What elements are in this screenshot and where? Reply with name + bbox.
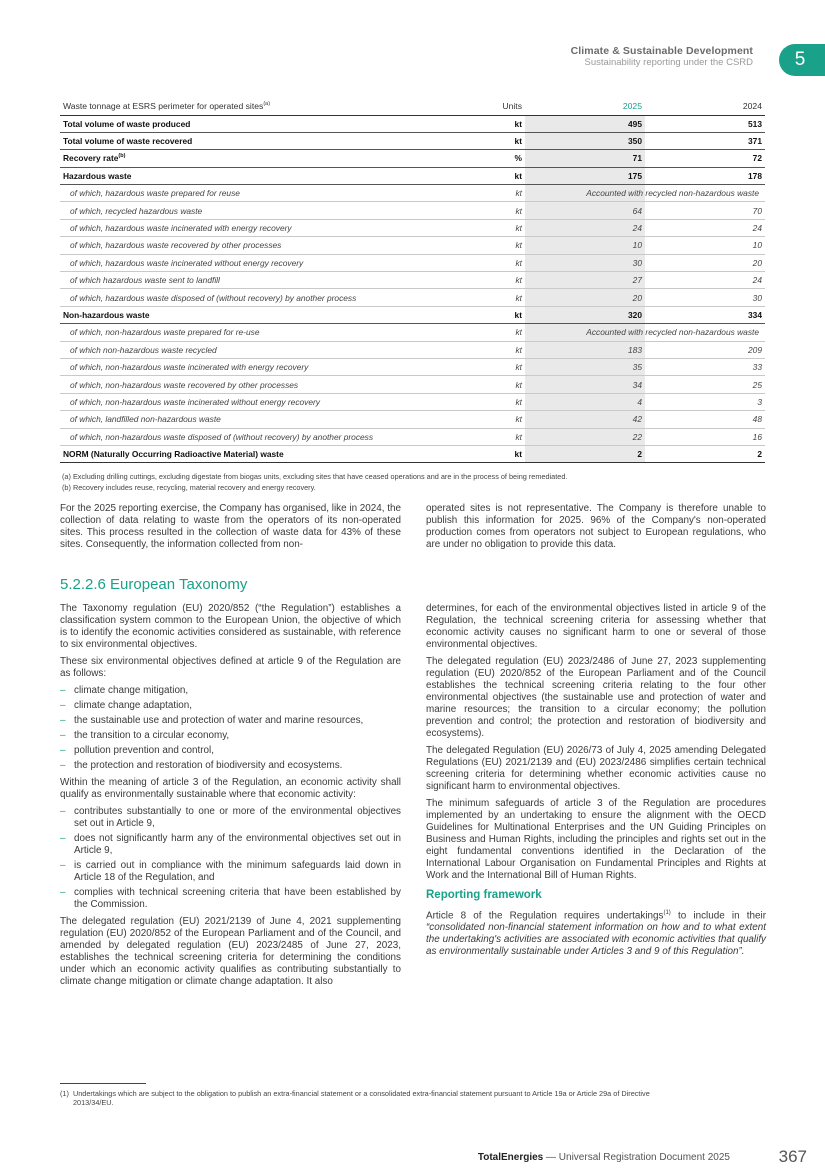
table-row (60, 393, 765, 410)
section-title: 5.2.2.6 European Taxonomy (60, 576, 248, 593)
row-label: NORM (Naturally Occurring Radioactive Material) waste (60, 445, 465, 462)
criteria-item: – does not significantly harm any of the environmental objectives set out in Article 9, (60, 833, 401, 857)
row-label: of which, hazardous waste prepared for reuse (60, 185, 465, 202)
page-number: 367 (778, 1147, 807, 1166)
row-units: kt (465, 219, 525, 236)
row-value-2024: 25 (645, 376, 765, 393)
row-units: % (465, 150, 525, 167)
row-units: kt (465, 237, 525, 254)
footnote-divider (60, 1083, 146, 1084)
row-value-2024: 371 (645, 132, 765, 149)
table-row (60, 150, 765, 167)
row-value-2024: 30 (645, 289, 765, 306)
row-value-2024: 513 (645, 115, 765, 132)
row-value-2024: 48 (645, 411, 765, 428)
row-label: of which, non-hazardous waste prepared for re-use (60, 324, 465, 341)
row-units: kt (465, 393, 525, 410)
row-value-2025: 71 (525, 150, 645, 167)
row-label: of which, hazardous waste incinerated without energy recovery (60, 254, 465, 271)
row-value-2024: 3 (645, 393, 765, 410)
row-value-2025: 20 (525, 289, 645, 306)
row-value-2025: 30 (525, 254, 645, 271)
row-value-2024: 70 (645, 202, 765, 219)
table-header-2025: 2025 (525, 97, 645, 115)
row-merged-value: Accounted with recycled non-hazardous waste (525, 185, 765, 202)
table-row (60, 237, 765, 254)
objective-item: – the transition to a circular economy, (60, 730, 401, 742)
row-units: kt (465, 428, 525, 445)
taxonomy-paragraph-1: The Taxonomy regulation (EU) 2020/852 (“the Regulation”) establishes a classification system common to the European Union, the objective of which is to identify the economic activities considered as sustainable, with reference to six environmental objectives. (60, 603, 401, 650)
row-value-2025: 10 (525, 237, 645, 254)
row-value-2024: 334 (645, 306, 765, 323)
row-label: of which non-hazardous waste recycled (60, 341, 465, 358)
row-value-2025: 27 (525, 272, 645, 289)
chapter-tab: 5 (779, 44, 825, 76)
row-label: of which, recycled hazardous waste (60, 202, 465, 219)
row-value-2024: 178 (645, 167, 765, 184)
objectives-list (60, 685, 401, 772)
taxonomy-paragraph-r2: The delegated regulation (EU) 2023/2486 of June 27, 2023 supplementing regulation (EU) 2020/852 of the European Parliament and of the Council establishes the technical screening criteria relating to the four other environmental objectives (the sustainable use and protection of water and marine resources; the transition to a circular economy; the pollution prevention and control; the protection and restoration of biodiversity and ecosystems). (426, 656, 766, 739)
taxonomy-paragraph-3: Within the meaning of article 3 of the Regulation, an economic activity shall qualify as environmentally sustainable where that economic activity: (60, 777, 401, 800)
row-label: Total volume of waste produced (60, 115, 465, 132)
objective-item: – climate change mitigation, (60, 685, 401, 697)
row-units: kt (465, 445, 525, 462)
row-value-2024: 16 (645, 428, 765, 445)
row-value-2024: 72 (645, 150, 765, 167)
table-row (60, 185, 765, 202)
reporting-framework-title: Reporting framework (426, 889, 542, 901)
row-value-2025: 24 (525, 219, 645, 236)
row-value-2025: 42 (525, 411, 645, 428)
row-value-2025: 35 (525, 358, 645, 375)
row-units: kt (465, 132, 525, 149)
row-value-2024: 24 (645, 272, 765, 289)
row-units: kt (465, 254, 525, 271)
row-label: of which hazardous waste sent to landfill (60, 272, 465, 289)
chapter-subtitle: Sustainability reporting under the CSRD (584, 57, 753, 68)
table-note-b: (b) Recovery includes reuse, recycling, material recovery and energy recovery. (62, 483, 316, 492)
waste-table-body (60, 115, 765, 463)
objective-item: – climate change adaptation, (60, 700, 401, 712)
chapter-title: Climate & Sustainable Development (570, 45, 753, 57)
table-row (60, 376, 765, 393)
row-value-2024: 20 (645, 254, 765, 271)
row-label: of which, hazardous waste recovered by other processes (60, 237, 465, 254)
row-units: kt (465, 202, 525, 219)
row-units: kt (465, 411, 525, 428)
table-row (60, 132, 765, 149)
criteria-list (60, 806, 401, 911)
table-header-2024: 2024 (645, 97, 765, 115)
row-units: kt (465, 376, 525, 393)
section-left-column (60, 603, 401, 993)
row-value-2024: 2 (645, 445, 765, 462)
footnote: (1) Undertakings which are subject to the obligation to publish an extra-financial statement or a consolidated extra-financial statement pursuant to Article 19a or Article 29a of Directive 2013/34/EU. (60, 1089, 650, 1107)
row-units: kt (465, 115, 525, 132)
objective-item: – the protection and restoration of biodiversity and ecosystems. (60, 760, 401, 772)
table-row (60, 254, 765, 271)
row-units: kt (465, 185, 525, 202)
row-value-2025: 495 (525, 115, 645, 132)
section-right-column (426, 603, 766, 963)
table-note-a: (a) Excluding drilling cuttings, excluding digestate from biogas units, excluding sites that have ceased operations and are in the process of being remediated. (62, 472, 568, 481)
taxonomy-paragraph-r5: Article 8 of the Regulation requires undertakings$^{(1)}$ to include in their “consolidated non-financial statement information on how and to what extent the undertaking's activities are associated with economic activities that qualify as environmentally sustainable under Articles 3 and 9 of this Regulation”. (426, 910, 766, 958)
table-row (60, 219, 765, 236)
row-label: of which, non-hazardous waste recovered by other processes (60, 376, 465, 393)
taxonomy-paragraph-r3: The delegated Regulation (EU) 2026/73 of July 4, 2025 amending Delegated Regulations (EU) 2021/2139 and (EU) 2023/2486 simplifies certain technical screening criteria for determining whether economic activities cause no significant harm to environmental objectives. (426, 745, 766, 792)
row-value-2025: 320 (525, 306, 645, 323)
row-value-2025: 183 (525, 341, 645, 358)
page-footer: TotalEnergies — Universal Registration Document 2025 (477, 1152, 730, 1163)
table-header-label: Waste tonnage at ESRS perimeter for operated sites$^{(a)}$ (60, 97, 465, 115)
criteria-item: – is carried out in compliance with the minimum safeguards laid down in Article 18 of the Regulation, and (60, 860, 401, 884)
row-value-2025: 4 (525, 393, 645, 410)
table-row (60, 411, 765, 428)
row-value-2025: 2 (525, 445, 645, 462)
row-units: kt (465, 306, 525, 323)
row-label: of which, non-hazardous waste incinerated without energy recovery (60, 393, 465, 410)
table-row (60, 358, 765, 375)
intro-left: For the 2025 reporting exercise, the Company has organised, like in 2024, the collection of data relating to waste from the operators of its non-operated sites. This process resulted in the collection of waste data for 43% of these sites. Consequently, the information collected from non- (60, 503, 401, 550)
row-units: kt (465, 289, 525, 306)
row-units: kt (465, 341, 525, 358)
taxonomy-paragraph-4: The delegated regulation (EU) 2021/2139 of June 4, 2021 supplementing regulation (EU) 2020/852 of the European Parliament and of the Council, and amended by delegated regulation (EU) 2023/2485 of June 27, 2023, establishes the technical screening criteria for determining the conditions under which an economic activity qualifies as contributing substantially to climate change mitigation or climate change adaptation. It also (60, 916, 401, 987)
row-value-2024: 33 (645, 358, 765, 375)
waste-table (60, 97, 765, 463)
objective-item: – pollution prevention and control, (60, 745, 401, 757)
row-label: of which, hazardous waste disposed of (without recovery) by another process (60, 289, 465, 306)
row-label: Hazardous waste (60, 167, 465, 184)
table-row (60, 324, 765, 341)
table-row (60, 341, 765, 358)
objective-item: – the sustainable use and protection of water and marine resources, (60, 715, 401, 727)
table-header-units: Units (465, 97, 525, 115)
row-value-2025: 34 (525, 376, 645, 393)
row-value-2025: 22 (525, 428, 645, 445)
row-value-2025: 64 (525, 202, 645, 219)
table-row (60, 306, 765, 323)
row-label: of which, non-hazardous waste disposed of (without recovery) by another process (60, 428, 465, 445)
row-units: kt (465, 272, 525, 289)
row-value-2024: 24 (645, 219, 765, 236)
table-row (60, 167, 765, 184)
taxonomy-paragraph-r4: The minimum safeguards of article 3 of the Regulation are procedures implemented by an undertaking to ensure the alignment with the OECD Guidelines for Multinational Enterprises and the UN Guiding Principles on Business and Human Rights, including the principles and rights set out in the eight fundamental conventions identified in the Declaration of the International Labour Organisation on Fundamental Principles and Rights at Work and the International Bill of Human Rights. (426, 798, 766, 881)
row-label: Recovery rate$^{(b)}$ (60, 150, 465, 167)
criteria-item: – complies with technical screening criteria that have been established by the Commission. (60, 887, 401, 911)
row-label: Non-hazardous waste (60, 306, 465, 323)
taxonomy-paragraph-r1: determines, for each of the environmental objectives listed in article 9 of the Regulation, the technical screening criteria for assessing whether that economic activity causes no significant harm to one or several of those environmental objectives. (426, 603, 766, 650)
table-row (60, 428, 765, 445)
row-units: kt (465, 167, 525, 184)
row-label: of which, landfilled non-hazardous waste (60, 411, 465, 428)
row-value-2024: 10 (645, 237, 765, 254)
row-units: kt (465, 324, 525, 341)
table-row (60, 289, 765, 306)
row-value-2025: 175 (525, 167, 645, 184)
table-header-row (60, 97, 765, 115)
row-label: Total volume of waste recovered (60, 132, 465, 149)
row-value-2024: 209 (645, 341, 765, 358)
row-label: of which, non-hazardous waste incinerated with energy recovery (60, 358, 465, 375)
row-merged-value: Accounted with recycled non-hazardous waste (525, 324, 765, 341)
table-row (60, 115, 765, 132)
intro-right: operated sites is not representative. The Company is therefore unable to publish this information for 2025. 96% of the Company's non-operated production comes from operators not subject to European regulations, who are under no obligation to provide this data. (426, 503, 766, 550)
table-row (60, 202, 765, 219)
row-label: of which, hazardous waste incinerated with energy recovery (60, 219, 465, 236)
table-row (60, 272, 765, 289)
criteria-item: – contributes substantially to one or more of the environmental objectives set out in Article 9, (60, 806, 401, 830)
taxonomy-paragraph-2: These six environmental objectives defined at article 9 of the Regulation are as follows: (60, 656, 401, 679)
row-units: kt (465, 358, 525, 375)
table-row (60, 445, 765, 462)
row-value-2025: 350 (525, 132, 645, 149)
